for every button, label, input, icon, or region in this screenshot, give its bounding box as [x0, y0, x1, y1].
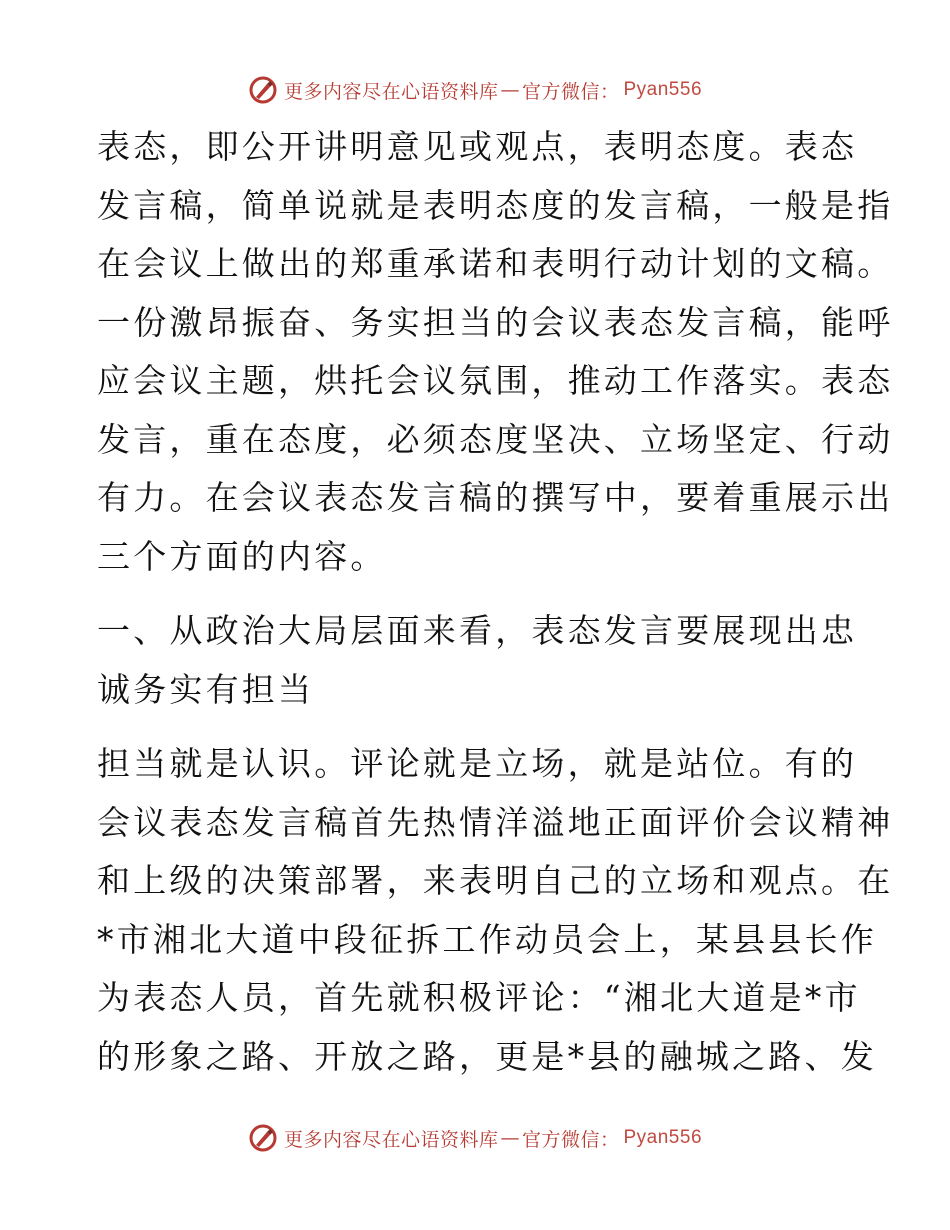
header-watermark: [0, 70, 950, 110]
text-line: 应会议主题，烘托会议氛围，推动工作落实。表态: [97, 361, 894, 400]
document-body: [97, 118, 894, 1086]
text-line: 在会议上做出的郑重承诺和表明行动计划的文稿。: [97, 244, 894, 283]
watermark-separator: —: [500, 79, 520, 101]
watermark-label: 官方微信：: [521, 1128, 620, 1151]
text-line: 发言，重在态度，必须态度坚决、立场坚定、行动: [97, 419, 894, 459]
section-heading: [97, 602, 857, 719]
text-line: 有力。在会议表态发言稿的撰写中，要着重展示出: [97, 478, 894, 517]
text-line: 诚务实有担当: [97, 669, 315, 709]
text-line: 担当就是认识。评论就是立场，就是站位。有的: [97, 744, 858, 783]
watermark-id: Pyan556: [623, 1127, 703, 1148]
pen-seal-icon: [248, 1123, 278, 1153]
paragraph-body: [97, 735, 894, 1086]
paragraph-intro: [97, 118, 894, 586]
paragraph-gap: [97, 719, 857, 735]
text-line: 为表态人员，首先就积极评论：“湘北大道是*市: [97, 978, 861, 1017]
text-line: 一份激昂振奋、务实担当的会议表态发言稿，能呼: [97, 302, 894, 342]
text-line: 发言稿，简单说就是表明态度的发言稿，一般是指: [97, 185, 894, 225]
text-line: *市湘北大道中段征拆工作动员会上，某县县长作: [97, 919, 877, 959]
text-line: 三个方面的内容。: [97, 536, 387, 576]
watermark-separator: —: [500, 1127, 520, 1149]
footer-watermark: [0, 1118, 950, 1158]
pen-seal-icon: [248, 75, 278, 105]
watermark-label: 官方微信：: [521, 80, 620, 103]
text-line: 会议表态发言稿首先热情洋溢地正面评价会议精神: [97, 802, 894, 842]
text-line: 和上级的决策部署，来表明自己的立场和观点。在: [97, 861, 894, 900]
watermark-text: 更多内容尽在心语资料库: [283, 1128, 499, 1151]
text-line: 表态，即公开讲明意见或观点，表明态度。表态: [97, 127, 858, 166]
text-line: 的形象之路、开放之路，更是*县的融城之路、发: [97, 1036, 877, 1076]
watermark-text: 更多内容尽在心语资料库: [283, 80, 499, 103]
watermark-id: Pyan556: [623, 79, 703, 100]
text-line: 一、从政治大局层面来看，表态发言要展现出忠: [97, 611, 858, 650]
paragraph-gap: [97, 586, 857, 602]
